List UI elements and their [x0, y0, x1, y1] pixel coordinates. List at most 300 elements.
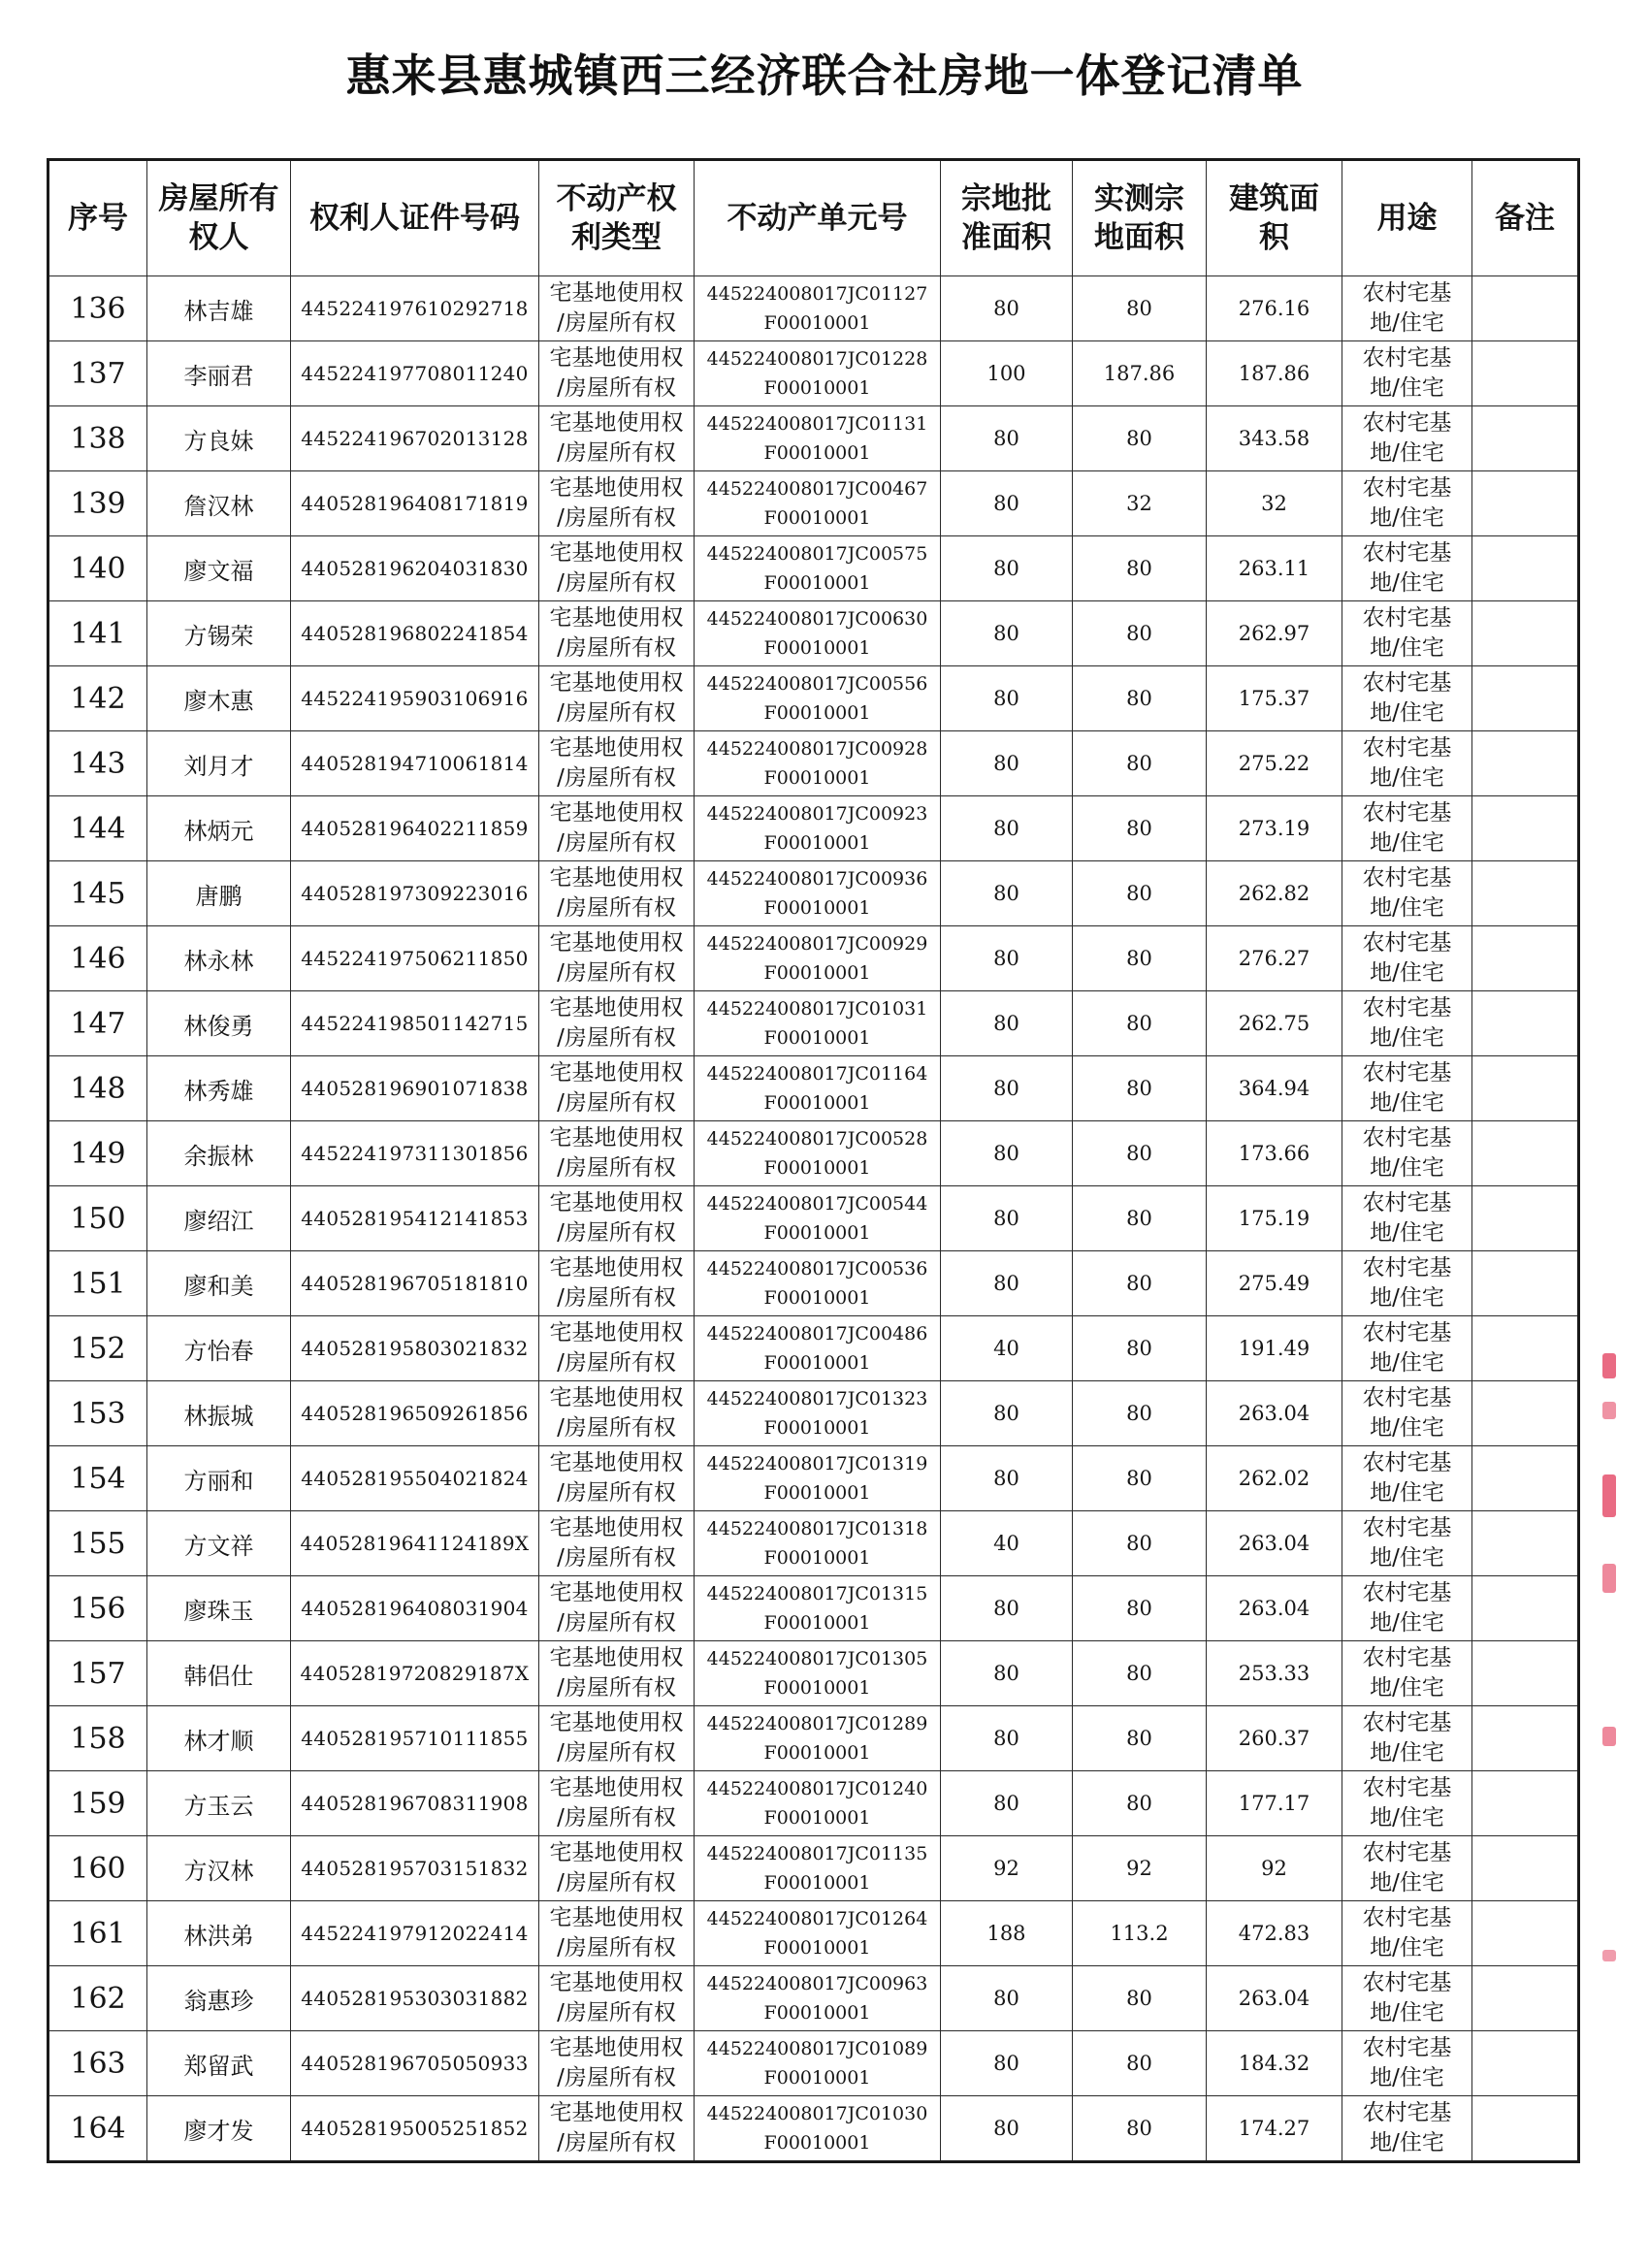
cell-note: [1472, 1056, 1579, 1121]
cell-id-number: 440528196705181810: [291, 1251, 539, 1316]
cell-approved-area: 80: [941, 536, 1073, 601]
cell-seq: 154: [48, 1446, 147, 1511]
cell-measured-area: 80: [1073, 1251, 1207, 1316]
cell-measured-area: 80: [1073, 796, 1207, 861]
table-row: [48, 1056, 1579, 1121]
header-building-area: 建筑面 积: [1207, 160, 1342, 276]
table-row: [48, 276, 1579, 341]
cell-seq: 153: [48, 1381, 147, 1446]
cell-use: 农村宅基 地/住宅: [1342, 2031, 1472, 2096]
cell-right-type: 宅基地使用权 /房屋所有权: [539, 1706, 695, 1771]
cell-unit-number: 445224008017JC00528 F00010001: [695, 1121, 941, 1186]
cell-approved-area: 80: [941, 1706, 1073, 1771]
cell-approved-area: 80: [941, 471, 1073, 536]
cell-id-number: 440528194710061814: [291, 731, 539, 796]
cell-note: [1472, 1446, 1579, 1511]
cell-approved-area: 80: [941, 2031, 1073, 2096]
cell-right-type: 宅基地使用权 /房屋所有权: [539, 1511, 695, 1576]
cell-approved-area: 80: [941, 1381, 1073, 1446]
cell-building-area: 253.33: [1207, 1641, 1342, 1706]
cell-unit-number: 445224008017JC00467 F00010001: [695, 471, 941, 536]
cell-approved-area: 80: [941, 1121, 1073, 1186]
cell-approved-area: 80: [941, 991, 1073, 1056]
table-row: [48, 1251, 1579, 1316]
cell-id-number: 440528196402211859: [291, 796, 539, 861]
cell-owner: 李丽君: [147, 341, 291, 406]
cell-approved-area: 80: [941, 276, 1073, 341]
cell-use: 农村宅基 地/住宅: [1342, 1836, 1472, 1901]
table-row: [48, 601, 1579, 666]
table-row: [48, 1381, 1579, 1446]
cell-id-number: 440528195412141853: [291, 1186, 539, 1251]
cell-measured-area: 80: [1073, 1446, 1207, 1511]
cell-use: 农村宅基 地/住宅: [1342, 666, 1472, 731]
cell-id-number: 44052819641124189X: [291, 1511, 539, 1576]
table-row: [48, 2096, 1579, 2162]
cell-right-type: 宅基地使用权 /房屋所有权: [539, 471, 695, 536]
cell-use: 农村宅基 地/住宅: [1342, 2096, 1472, 2162]
cell-use: 农村宅基 地/住宅: [1342, 471, 1472, 536]
cell-measured-area: 80: [1073, 1511, 1207, 1576]
cell-id-number: 440528197309223016: [291, 861, 539, 926]
cell-use: 农村宅基 地/住宅: [1342, 1641, 1472, 1706]
cell-seq: 140: [48, 536, 147, 601]
cell-owner: 廖绍江: [147, 1186, 291, 1251]
header-note: 备注: [1472, 160, 1579, 276]
cell-building-area: 263.04: [1207, 1511, 1342, 1576]
cell-measured-area: 80: [1073, 2031, 1207, 2096]
cell-seq: 156: [48, 1576, 147, 1641]
cell-approved-area: 40: [941, 1316, 1073, 1381]
cell-seq: 144: [48, 796, 147, 861]
table-row: [48, 1706, 1579, 1771]
cell-right-type: 宅基地使用权 /房屋所有权: [539, 926, 695, 991]
cell-right-type: 宅基地使用权 /房屋所有权: [539, 1316, 695, 1381]
cell-unit-number: 445224008017JC01228 F00010001: [695, 341, 941, 406]
cell-unit-number: 445224008017JC00928 F00010001: [695, 731, 941, 796]
cell-seq: 151: [48, 1251, 147, 1316]
cell-id-number: 440528195303031882: [291, 1966, 539, 2031]
header-approved-area: 宗地批 准面积: [941, 160, 1073, 276]
header-right-type: 不动产权 利类型: [539, 160, 695, 276]
cell-seq: 164: [48, 2096, 147, 2162]
cell-right-type: 宅基地使用权 /房屋所有权: [539, 1771, 695, 1836]
table-row: [48, 471, 1579, 536]
cell-owner: 方汉林: [147, 1836, 291, 1901]
cell-seq: 146: [48, 926, 147, 991]
cell-use: 农村宅基 地/住宅: [1342, 1121, 1472, 1186]
cell-id-number: 440528196802241854: [291, 601, 539, 666]
cell-approved-area: 80: [941, 796, 1073, 861]
cell-approved-area: 92: [941, 1836, 1073, 1901]
cell-use: 农村宅基 地/住宅: [1342, 1511, 1472, 1576]
cell-unit-number: 445224008017JC00963 F00010001: [695, 1966, 941, 2031]
cell-approved-area: 80: [941, 1771, 1073, 1836]
cell-right-type: 宅基地使用权 /房屋所有权: [539, 796, 695, 861]
cell-approved-area: 80: [941, 406, 1073, 471]
cell-approved-area: 80: [941, 926, 1073, 991]
cell-building-area: 343.58: [1207, 406, 1342, 471]
stamp-bleed-mark: [1602, 1950, 1616, 1961]
cell-note: [1472, 1706, 1579, 1771]
cell-right-type: 宅基地使用权 /房屋所有权: [539, 1251, 695, 1316]
cell-id-number: 440528196204031830: [291, 536, 539, 601]
stamp-bleed-mark: [1602, 1564, 1616, 1593]
cell-note: [1472, 1771, 1579, 1836]
cell-right-type: 宅基地使用权 /房屋所有权: [539, 1446, 695, 1511]
cell-seq: 162: [48, 1966, 147, 2031]
cell-id-number: 445224197708011240: [291, 341, 539, 406]
cell-use: 农村宅基 地/住宅: [1342, 731, 1472, 796]
cell-seq: 152: [48, 1316, 147, 1381]
cell-id-number: 445224197610292718: [291, 276, 539, 341]
cell-building-area: 263.11: [1207, 536, 1342, 601]
cell-building-area: 262.02: [1207, 1446, 1342, 1511]
cell-owner: 方锡荣: [147, 601, 291, 666]
cell-building-area: 275.49: [1207, 1251, 1342, 1316]
table-row: [48, 666, 1579, 731]
cell-measured-area: 80: [1073, 601, 1207, 666]
cell-owner: 郑留武: [147, 2031, 291, 2096]
cell-note: [1472, 1901, 1579, 1966]
cell-id-number: 440528195005251852: [291, 2096, 539, 2162]
cell-note: [1472, 406, 1579, 471]
cell-measured-area: 80: [1073, 1771, 1207, 1836]
cell-building-area: 177.17: [1207, 1771, 1342, 1836]
cell-building-area: 263.04: [1207, 1576, 1342, 1641]
cell-seq: 136: [48, 276, 147, 341]
cell-note: [1472, 471, 1579, 536]
cell-unit-number: 445224008017JC01030 F00010001: [695, 2096, 941, 2162]
cell-use: 农村宅基 地/住宅: [1342, 1251, 1472, 1316]
cell-measured-area: 80: [1073, 536, 1207, 601]
cell-approved-area: 80: [941, 861, 1073, 926]
cell-use: 农村宅基 地/住宅: [1342, 796, 1472, 861]
cell-unit-number: 445224008017JC00556 F00010001: [695, 666, 941, 731]
cell-owner: 方良妹: [147, 406, 291, 471]
cell-approved-area: 40: [941, 1511, 1073, 1576]
cell-building-area: 262.97: [1207, 601, 1342, 666]
cell-owner: 廖才发: [147, 2096, 291, 2162]
cell-id-number: 445224198501142715: [291, 991, 539, 1056]
cell-approved-area: 80: [941, 2096, 1073, 2162]
cell-unit-number: 445224008017JC00923 F00010001: [695, 796, 941, 861]
cell-note: [1472, 2031, 1579, 2096]
cell-note: [1472, 1966, 1579, 2031]
cell-building-area: 184.32: [1207, 2031, 1342, 2096]
cell-owner: 方文祥: [147, 1511, 291, 1576]
cell-use: 农村宅基 地/住宅: [1342, 406, 1472, 471]
cell-note: [1472, 1251, 1579, 1316]
cell-building-area: 275.22: [1207, 731, 1342, 796]
cell-measured-area: 80: [1073, 926, 1207, 991]
cell-owner: 方丽和: [147, 1446, 291, 1511]
cell-measured-area: 187.86: [1073, 341, 1207, 406]
cell-building-area: 276.27: [1207, 926, 1342, 991]
cell-building-area: 273.19: [1207, 796, 1342, 861]
cell-building-area: 175.19: [1207, 1186, 1342, 1251]
cell-note: [1472, 796, 1579, 861]
header-id-number: 权利人证件号码: [291, 160, 539, 276]
cell-approved-area: 80: [941, 1056, 1073, 1121]
cell-note: [1472, 1381, 1579, 1446]
cell-measured-area: 113.2: [1073, 1901, 1207, 1966]
cell-building-area: 174.27: [1207, 2096, 1342, 2162]
cell-note: [1472, 666, 1579, 731]
cell-right-type: 宅基地使用权 /房屋所有权: [539, 666, 695, 731]
cell-right-type: 宅基地使用权 /房屋所有权: [539, 991, 695, 1056]
cell-building-area: 32: [1207, 471, 1342, 536]
cell-id-number: 445224196702013128: [291, 406, 539, 471]
table-row: [48, 1641, 1579, 1706]
cell-owner: 廖文福: [147, 536, 291, 601]
cell-building-area: 260.37: [1207, 1706, 1342, 1771]
cell-use: 农村宅基 地/住宅: [1342, 1186, 1472, 1251]
cell-note: [1472, 2096, 1579, 2162]
cell-use: 农村宅基 地/住宅: [1342, 1706, 1472, 1771]
cell-id-number: 440528195504021824: [291, 1446, 539, 1511]
cell-use: 农村宅基 地/住宅: [1342, 926, 1472, 991]
cell-right-type: 宅基地使用权 /房屋所有权: [539, 1186, 695, 1251]
cell-owner: 唐鹏: [147, 861, 291, 926]
cell-owner: 廖和美: [147, 1251, 291, 1316]
cell-id-number: 445224195903106916: [291, 666, 539, 731]
cell-approved-area: 80: [941, 1251, 1073, 1316]
cell-right-type: 宅基地使用权 /房屋所有权: [539, 601, 695, 666]
cell-right-type: 宅基地使用权 /房屋所有权: [539, 1576, 695, 1641]
cell-measured-area: 80: [1073, 1641, 1207, 1706]
cell-unit-number: 445224008017JC01305 F00010001: [695, 1641, 941, 1706]
cell-right-type: 宅基地使用权 /房屋所有权: [539, 1901, 695, 1966]
cell-owner: 廖木惠: [147, 666, 291, 731]
cell-id-number: 44052819720829187X: [291, 1641, 539, 1706]
cell-measured-area: 32: [1073, 471, 1207, 536]
cell-id-number: 445224197506211850: [291, 926, 539, 991]
cell-seq: 161: [48, 1901, 147, 1966]
cell-note: [1472, 1121, 1579, 1186]
cell-unit-number: 445224008017JC01031 F00010001: [695, 991, 941, 1056]
registration-table: [47, 158, 1580, 2163]
cell-seq: 163: [48, 2031, 147, 2096]
cell-measured-area: 80: [1073, 406, 1207, 471]
cell-owner: 方怡春: [147, 1316, 291, 1381]
cell-note: [1472, 601, 1579, 666]
cell-seq: 147: [48, 991, 147, 1056]
table-row: [48, 1966, 1579, 2031]
table-row: [48, 796, 1579, 861]
table-row: [48, 1901, 1579, 1966]
cell-unit-number: 445224008017JC01264 F00010001: [695, 1901, 941, 1966]
stamp-bleed-mark: [1602, 1474, 1616, 1517]
cell-right-type: 宅基地使用权 /房屋所有权: [539, 861, 695, 926]
cell-seq: 145: [48, 861, 147, 926]
cell-id-number: 440528195703151832: [291, 1836, 539, 1901]
cell-use: 农村宅基 地/住宅: [1342, 861, 1472, 926]
cell-right-type: 宅基地使用权 /房屋所有权: [539, 1641, 695, 1706]
cell-unit-number: 445224008017JC01089 F00010001: [695, 2031, 941, 2096]
document-title: 惠来县惠城镇西三经济联合社房地一体登记清单: [345, 49, 1304, 102]
cell-unit-number: 445224008017JC01323 F00010001: [695, 1381, 941, 1446]
cell-note: [1472, 276, 1579, 341]
cell-note: [1472, 536, 1579, 601]
table-row: [48, 341, 1579, 406]
cell-measured-area: 80: [1073, 1316, 1207, 1381]
cell-right-type: 宅基地使用权 /房屋所有权: [539, 1966, 695, 2031]
table-row: [48, 1511, 1579, 1576]
table-row: [48, 926, 1579, 991]
cell-note: [1472, 861, 1579, 926]
table-row: [48, 2031, 1579, 2096]
cell-measured-area: 80: [1073, 991, 1207, 1056]
cell-measured-area: 80: [1073, 731, 1207, 796]
table-row: [48, 536, 1579, 601]
header-seq: 序号: [48, 160, 147, 276]
cell-owner: 林炳元: [147, 796, 291, 861]
cell-use: 农村宅基 地/住宅: [1342, 1901, 1472, 1966]
header-owner: 房屋所有 权人: [147, 160, 291, 276]
cell-id-number: 445224197912022414: [291, 1901, 539, 1966]
cell-seq: 150: [48, 1186, 147, 1251]
cell-owner: 刘月才: [147, 731, 291, 796]
cell-unit-number: 445224008017JC01315 F00010001: [695, 1576, 941, 1641]
cell-id-number: 440528196705050933: [291, 2031, 539, 2096]
cell-building-area: 187.86: [1207, 341, 1342, 406]
cell-unit-number: 445224008017JC01318 F00010001: [695, 1511, 941, 1576]
cell-approved-area: 80: [941, 666, 1073, 731]
cell-building-area: 263.04: [1207, 1381, 1342, 1446]
cell-building-area: 263.04: [1207, 1966, 1342, 2031]
cell-right-type: 宅基地使用权 /房屋所有权: [539, 731, 695, 796]
cell-measured-area: 80: [1073, 1706, 1207, 1771]
cell-owner: 韩侣仕: [147, 1641, 291, 1706]
cell-unit-number: 445224008017JC01289 F00010001: [695, 1706, 941, 1771]
cell-seq: 149: [48, 1121, 147, 1186]
cell-unit-number: 445224008017JC00575 F00010001: [695, 536, 941, 601]
cell-measured-area: 80: [1073, 1121, 1207, 1186]
cell-note: [1472, 926, 1579, 991]
cell-id-number: 440528195803021832: [291, 1316, 539, 1381]
cell-right-type: 宅基地使用权 /房屋所有权: [539, 1121, 695, 1186]
cell-id-number: 445224197311301856: [291, 1121, 539, 1186]
cell-right-type: 宅基地使用权 /房屋所有权: [539, 276, 695, 341]
cell-note: [1472, 991, 1579, 1056]
cell-unit-number: 445224008017JC00630 F00010001: [695, 601, 941, 666]
cell-note: [1472, 1641, 1579, 1706]
cell-building-area: 472.83: [1207, 1901, 1342, 1966]
stamp-bleed-mark: [1602, 1727, 1616, 1746]
cell-use: 农村宅基 地/住宅: [1342, 1056, 1472, 1121]
cell-measured-area: 80: [1073, 666, 1207, 731]
table-row: [48, 991, 1579, 1056]
cell-right-type: 宅基地使用权 /房屋所有权: [539, 1056, 695, 1121]
cell-use: 农村宅基 地/住宅: [1342, 1446, 1472, 1511]
cell-use: 农村宅基 地/住宅: [1342, 1771, 1472, 1836]
cell-use: 农村宅基 地/住宅: [1342, 1316, 1472, 1381]
cell-measured-area: 80: [1073, 1576, 1207, 1641]
header-unit-number: 不动产单元号: [695, 160, 941, 276]
cell-approved-area: 80: [941, 1966, 1073, 2031]
cell-right-type: 宅基地使用权 /房屋所有权: [539, 406, 695, 471]
cell-unit-number: 445224008017JC00936 F00010001: [695, 861, 941, 926]
cell-owner: 林永林: [147, 926, 291, 991]
cell-unit-number: 445224008017JC01131 F00010001: [695, 406, 941, 471]
cell-building-area: 173.66: [1207, 1121, 1342, 1186]
cell-owner: 林洪弟: [147, 1901, 291, 1966]
cell-id-number: 440528196408171819: [291, 471, 539, 536]
cell-note: [1472, 1836, 1579, 1901]
cell-note: [1472, 1576, 1579, 1641]
cell-building-area: 92: [1207, 1836, 1342, 1901]
cell-use: 农村宅基 地/住宅: [1342, 1966, 1472, 2031]
cell-approved-area: 188: [941, 1901, 1073, 1966]
cell-id-number: 440528196509261856: [291, 1381, 539, 1446]
cell-note: [1472, 731, 1579, 796]
cell-unit-number: 445224008017JC00536 F00010001: [695, 1251, 941, 1316]
cell-id-number: 440528195710111855: [291, 1706, 539, 1771]
cell-building-area: 276.16: [1207, 276, 1342, 341]
cell-unit-number: 445224008017JC01127 F00010001: [695, 276, 941, 341]
cell-building-area: 191.49: [1207, 1316, 1342, 1381]
cell-use: 农村宅基 地/住宅: [1342, 276, 1472, 341]
cell-approved-area: 80: [941, 1576, 1073, 1641]
cell-use: 农村宅基 地/住宅: [1342, 601, 1472, 666]
cell-measured-area: 80: [1073, 1381, 1207, 1446]
table-row: [48, 1771, 1579, 1836]
cell-id-number: 440528196408031904: [291, 1576, 539, 1641]
cell-right-type: 宅基地使用权 /房屋所有权: [539, 341, 695, 406]
cell-seq: 159: [48, 1771, 147, 1836]
cell-measured-area: 80: [1073, 1186, 1207, 1251]
cell-seq: 142: [48, 666, 147, 731]
cell-right-type: 宅基地使用权 /房屋所有权: [539, 2096, 695, 2162]
cell-id-number: 440528196901071838: [291, 1056, 539, 1121]
cell-owner: 林俊勇: [147, 991, 291, 1056]
header-measured-area: 实测宗 地面积: [1073, 160, 1207, 276]
table-body: [48, 276, 1579, 2162]
cell-owner: 余振林: [147, 1121, 291, 1186]
cell-building-area: 175.37: [1207, 666, 1342, 731]
cell-approved-area: 80: [941, 1446, 1073, 1511]
cell-seq: 148: [48, 1056, 147, 1121]
cell-seq: 157: [48, 1641, 147, 1706]
cell-use: 农村宅基 地/住宅: [1342, 991, 1472, 1056]
cell-building-area: 262.75: [1207, 991, 1342, 1056]
cell-owner: 林吉雄: [147, 276, 291, 341]
cell-note: [1472, 1511, 1579, 1576]
cell-approved-area: 80: [941, 1186, 1073, 1251]
cell-unit-number: 445224008017JC00929 F00010001: [695, 926, 941, 991]
cell-building-area: 262.82: [1207, 861, 1342, 926]
cell-measured-area: 80: [1073, 276, 1207, 341]
cell-use: 农村宅基 地/住宅: [1342, 341, 1472, 406]
cell-owner: 翁惠珍: [147, 1966, 291, 2031]
cell-right-type: 宅基地使用权 /房屋所有权: [539, 536, 695, 601]
table-row: [48, 1836, 1579, 1901]
stamp-bleed-mark: [1602, 1353, 1616, 1378]
cell-unit-number: 445224008017JC00544 F00010001: [695, 1186, 941, 1251]
cell-seq: 158: [48, 1706, 147, 1771]
table-header-row: [48, 160, 1579, 276]
cell-building-area: 364.94: [1207, 1056, 1342, 1121]
table-row: [48, 1576, 1579, 1641]
table-row: [48, 1316, 1579, 1381]
cell-owner: 林秀雄: [147, 1056, 291, 1121]
cell-use: 农村宅基 地/住宅: [1342, 1381, 1472, 1446]
table-row: [48, 406, 1579, 471]
cell-owner: 方玉云: [147, 1771, 291, 1836]
cell-seq: 155: [48, 1511, 147, 1576]
cell-measured-area: 80: [1073, 861, 1207, 926]
